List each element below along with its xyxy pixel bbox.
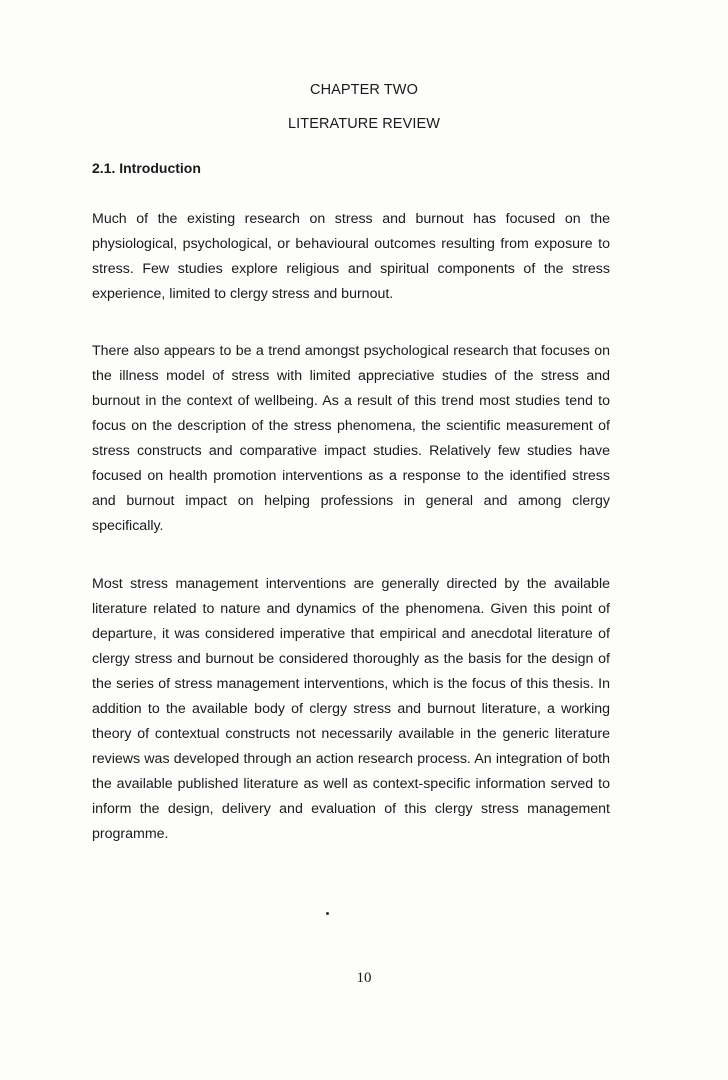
paragraph-1: Much of the existing research on stress and burnout has focused on the physiological, psychological, or behavioural outcomes resulting from exposure to stress. Few studies explore religious and spiritual components of the stress experience, limited to clergy stress and burnout. [92, 211, 610, 302]
paragraph-3: Most stress management interventions are generally directed by the available literature related to nature and dynamics of the phenomena. Given this point of departure, it was considered imperative that empirical and anecdotal literature of clergy stress and burnout be considered thoroughly as the basis for the design of the series of stress management interventions, which is the focus of this thesis. In addition to the available body of clergy stress and burnout literature, a working theory of contextual constructs not necessarily available in the generic literature reviews was developed through an action research process. An integration of both the available published literature as well as context-specific information served to inform the design, delivery and evaluation of this clergy stress management programme. [92, 576, 610, 842]
paragraph-2: There also appears to be a trend amongst psychological research that focuses on the illness model of stress with limited appreciative studies of the stress and burnout in the context of wellbeing. As a result of this trend most studies tend to focus on the description of the stress phenomena, the scientific measurement of stress constructs and comparative impact studies. Relatively few studies have focused on health promotion interventions as a response to the identified stress and burnout impact on helping professions in general and among clergy specifically. [92, 343, 610, 534]
page-number: 10 [356, 970, 372, 986]
chapter-label: CHAPTER TWO [310, 82, 418, 98]
scan-speck [326, 912, 329, 915]
chapter-title: LITERATURE REVIEW [287, 116, 441, 132]
section-heading: 2.1. Introduction [92, 160, 201, 176]
